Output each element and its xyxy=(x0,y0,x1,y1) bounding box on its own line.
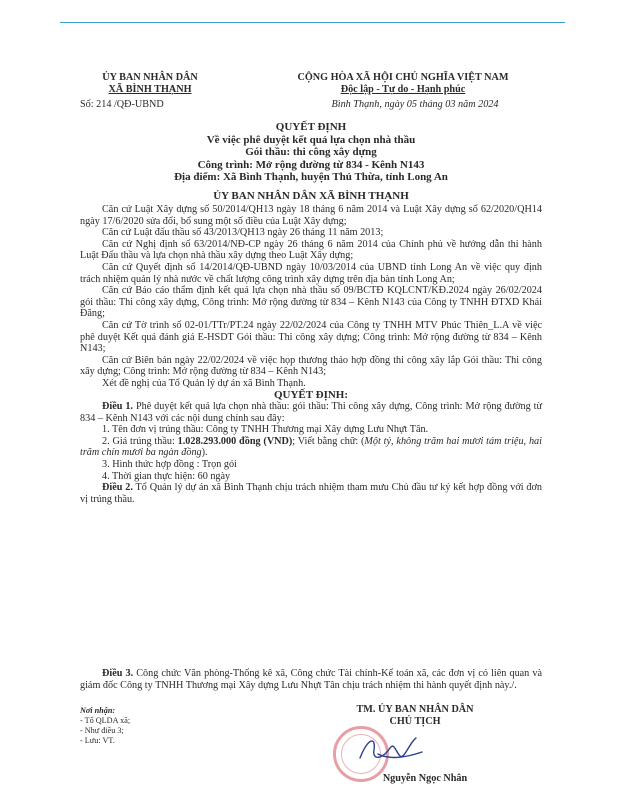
recipient-item: - Tổ QLDA xã; xyxy=(80,716,131,725)
issuer-line-1: ỦY BAN NHÂN DÂN xyxy=(102,72,198,83)
national-title: CỘNG HÒA XÃ HỘI CHỦ NGHĨA VIỆT NAM xyxy=(297,72,509,83)
document-body xyxy=(80,204,542,505)
title-location: Địa điểm: Xã Bình Thạnh, huyện Thủ Thừa, tỉnh Long An xyxy=(174,171,448,183)
decision-heading: QUYẾT ĐỊNH: xyxy=(273,388,349,401)
issue-date: Bình Thạnh, ngày 05 tháng 03 năm 2024 xyxy=(331,99,499,110)
signatory-name: Nguyễn Ngọc Nhân xyxy=(382,773,468,784)
national-motto: Độc lập - Tự do - Hạnh phúc xyxy=(340,84,466,96)
basis-paragraph: Căn cứ Biên bản ngày 22/02/2024 về việc họp thương thảo hợp đồng thi công xây lắp Gói thầu: Thi công xây dựng; Công trình: Mở rộng đường từ 834 – Kênh N143; xyxy=(80,354,542,378)
signatory-title: CHỦ TỊCH xyxy=(389,716,441,728)
recipients-label: Nơi nhận: xyxy=(80,706,116,715)
issuer-block xyxy=(80,72,220,97)
article-2-label: Điều 2. xyxy=(102,482,133,494)
article-1-label: Điều 1. xyxy=(102,401,133,413)
recipients-block xyxy=(80,706,230,746)
recipient-item: - Lưu: VT. xyxy=(80,736,115,745)
price-words-end: ). xyxy=(201,447,208,459)
handwritten-signature xyxy=(338,730,428,770)
top-divider-line xyxy=(60,22,565,23)
authority-heading: ỦY BAN NHÂN DÂN XÃ BÌNH THẠNH xyxy=(213,190,409,202)
basis-paragraph: Căn cứ Báo cáo thẩm định kết quả lựa chọn nhà thầu số 09/BCTĐ KQLCNT/KĐ.2024 ngày 26/02/2024 gói thầu: Thi công xây dựng, Công trình: Mở rộng đường từ 834 – Kênh N143 của Công ty TNHH ĐTXD Khải Đăng; xyxy=(80,285,542,320)
article-2 xyxy=(80,482,542,505)
signatory-block xyxy=(330,704,500,729)
price-in-words: Một tỷ, không trăm hai mươi tám triệu, hai trăm chín mươi ba ngàn đồng xyxy=(80,435,542,459)
signatory-line-1: TM. ỦY BAN NHÂN DÂN xyxy=(356,704,474,715)
article-3-label: Điều 3. xyxy=(102,668,134,679)
title-project: Công trình: Mở rộng đường từ 834 - Kênh N143 xyxy=(197,158,425,171)
article-1-item-1: 1. Tên đơn vị trúng thầu: Công ty TNHH Thương mại Xây dựng Lưu Nhựt Tân. xyxy=(102,424,429,436)
basis-paragraph: Căn cứ Quyết định số 14/2014/QĐ-UBND ngày 10/03/2014 của UBND tỉnh Long An về việc quy định trách nhiệm quản lý nhà nước về chất lượng công trình xây dựng trên địa bàn tỉnh Long An; xyxy=(80,261,542,285)
article-1-text: Phê duyệt kết quả lựa chọn nhà thầu: gói thầu: Thi công xây dựng, Công trình: Mở rộng đường từ 834 – Kênh N143 với các nội dung chính sau đây: xyxy=(80,401,542,424)
basis-paragraph: Căn cứ Luật Xây dựng số 50/2014/QH13 ngày 18 tháng 6 năm 2014 và Luật Xây dựng số 62/2020/QH14 ngày 17/6/2020 sửa đổi, bổ sung một số điều của Luật Xây dựng; xyxy=(80,204,542,227)
price-value: 1.028.293.000 đồng (VND) xyxy=(177,435,293,447)
price-words-label: ; Viết bằng chữ: ( xyxy=(292,435,365,447)
article-1-item-3: 3. Hình thức hợp đồng : Trọn gói xyxy=(102,459,237,471)
basis-paragraph: Xét đề nghị của Tổ Quản lý dự án xã Bình Thạnh. xyxy=(102,377,306,389)
article-1-item-2 xyxy=(80,436,542,459)
basis-paragraph: Căn cứ Luật đấu thầu số 43/2013/QH13 ngày 26 tháng 11 năm 2013; xyxy=(102,227,384,239)
national-title-block xyxy=(258,72,548,97)
issuer-line-2: XÃ BÌNH THẠNH xyxy=(108,84,192,96)
article-1 xyxy=(80,401,542,424)
article-2-text: Tổ Quản lý dự án xã Bình Thạnh chịu trách nhiệm tham mưu Chủ đầu tư ký kết hợp đồng với đơn vị trúng thầu. xyxy=(80,482,542,505)
document-number: Số: 214 /QĐ-UBND xyxy=(80,99,164,110)
article-3-block xyxy=(80,668,542,691)
recipient-item: - Như điều 3; xyxy=(80,726,124,735)
title-package: Gói thầu: thi công xây dựng xyxy=(245,146,377,158)
title-subject: Về việc phê duyệt kết quả lựa chọn nhà thầu xyxy=(206,133,416,146)
price-label: 2. Giá trúng thầu: xyxy=(102,435,178,447)
page-title: QUYẾT ĐỊNH xyxy=(275,121,347,133)
title-block xyxy=(80,121,542,184)
basis-paragraph: Căn cứ Nghị định số 63/2014/NĐ-CP ngày 26 tháng 6 năm 2014 của Chính phủ về hướng dẫn thi hành Luật Đấu thầu và lựa chọn nhà thầu xây dựng theo Luật Xây dựng; xyxy=(80,238,542,262)
article-1-item-4: 4. Thời gian thực hiện: 60 ngày xyxy=(102,470,231,482)
basis-paragraph: Căn cứ Tờ trình số 02-01/TTr/PT.24 ngày 22/02/2024 của Công ty TNHH MTV Phúc Thiên_L.A về việc phê duyệt Kết quả đánh giá E-HSDT Gói thầu: Thi công xây dựng; Công trình: Mở rộng đường từ 834 – Kênh N143; xyxy=(80,319,542,355)
article-3-text: Công chức Văn phòng-Thống kê xã, Công chức Tài chính-Kế toán xã, các đơn vị có liên quan và giám đốc Công ty TNHH Thương mại Xây dựng Lưu Nhựt Tân chịu trách nhiệm thi hành quyết định này./. xyxy=(80,668,542,691)
article-3 xyxy=(80,668,542,691)
